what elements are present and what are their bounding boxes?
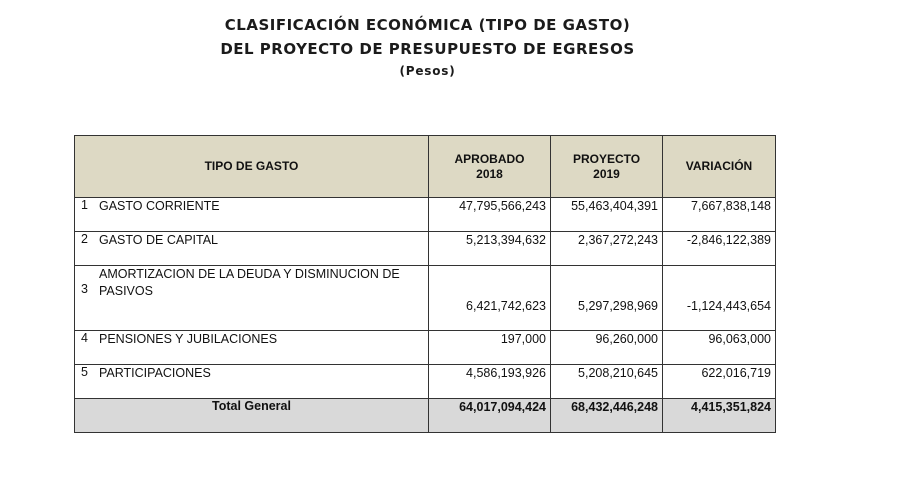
row-proyecto: 2,367,272,243 [551, 232, 663, 266]
row-name: AMORTIZACION DE LA DEUDA Y DISMINUCION DE PASIVOS [99, 267, 400, 298]
row-name-cell [75, 365, 429, 399]
row-number: 5 [81, 365, 88, 379]
table-row [75, 198, 776, 232]
total-aprobado: 64,017,094,424 [429, 399, 551, 433]
row-name-cell [75, 232, 429, 266]
row-proyecto: 5,208,210,645 [551, 365, 663, 399]
row-proyecto: 55,463,404,391 [551, 198, 663, 232]
title-line-1: CLASIFICACIÓN ECONÓMICA (TIPO DE GASTO) [224, 16, 631, 34]
title-line-2: DEL PROYECTO DE PRESUPUESTO DE EGRESOS [220, 40, 635, 58]
header-proyecto-2019: PROYECTO 2019 [551, 136, 663, 198]
row-number: 4 [81, 331, 88, 345]
total-row [75, 399, 776, 433]
row-variacion: -1,124,443,654 [663, 266, 776, 331]
row-name: PENSIONES Y JUBILACIONES [99, 332, 278, 346]
table-row [75, 331, 776, 365]
row-variacion: 7,667,838,148 [663, 198, 776, 232]
row-number: 3 [81, 282, 88, 296]
row-number: 1 [81, 198, 88, 212]
total-label: Total General [75, 399, 429, 433]
row-name: PARTICIPACIONES [99, 366, 211, 380]
row-variacion: 622,016,719 [663, 365, 776, 399]
table-row [75, 232, 776, 266]
row-aprobado: 47,795,566,243 [429, 198, 551, 232]
table-row [75, 365, 776, 399]
row-variacion: -2,846,122,389 [663, 232, 776, 266]
row-variacion: 96,063,000 [663, 331, 776, 365]
total-variacion: 4,415,351,824 [663, 399, 776, 433]
row-aprobado: 5,213,394,632 [429, 232, 551, 266]
row-number: 2 [81, 232, 88, 246]
row-aprobado: 6,421,742,623 [429, 266, 551, 331]
row-name-cell [75, 331, 429, 365]
table-row [75, 266, 776, 331]
row-aprobado: 197,000 [429, 331, 551, 365]
row-name-cell [75, 266, 429, 331]
row-aprobado: 4,586,193,926 [429, 365, 551, 399]
table-header-row [75, 136, 776, 198]
row-name: GASTO CORRIENTE [99, 199, 220, 213]
budget-table [74, 135, 776, 433]
header-aprobado-2018: APROBADO 2018 [429, 136, 551, 198]
row-proyecto: 5,297,298,969 [551, 266, 663, 331]
row-name: GASTO DE CAPITAL [99, 233, 219, 247]
title-units: (Pesos) [399, 64, 456, 78]
row-proyecto: 96,260,000 [551, 331, 663, 365]
total-proyecto: 68,432,446,248 [551, 399, 663, 433]
header-tipo-de-gasto: TIPO DE GASTO [75, 136, 429, 198]
row-name-cell [75, 198, 429, 232]
header-variacion: VARIACIÓN [663, 136, 776, 198]
